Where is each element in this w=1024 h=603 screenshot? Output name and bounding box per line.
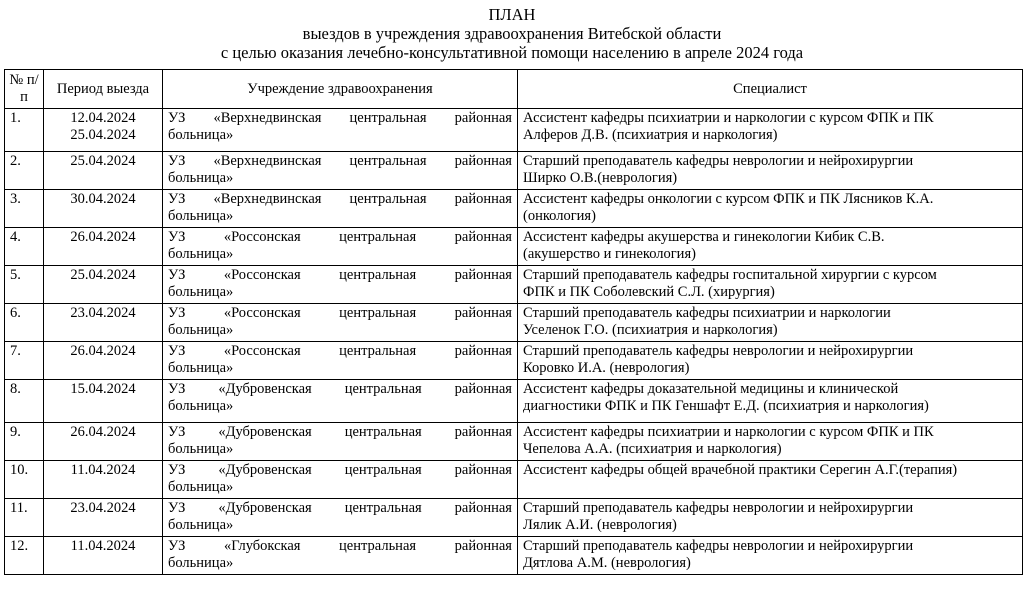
- header-specialist: Специалист: [518, 70, 1023, 109]
- row-number: 8.: [5, 380, 44, 423]
- table-header-row: [5, 70, 1023, 109]
- specialist-line: Дятлова А.М. (неврология): [523, 555, 691, 571]
- visit-date: 23.04.2024: [70, 305, 136, 321]
- institution-word: центральная: [339, 229, 417, 245]
- specialist: [518, 152, 1023, 190]
- institution-name-line: [168, 381, 512, 398]
- visit-period: [44, 152, 163, 190]
- institution-name-rest: больница»: [168, 517, 234, 533]
- institution-word: «Россонская: [223, 267, 301, 283]
- row-number: 9.: [5, 423, 44, 461]
- table-row: [5, 461, 1023, 499]
- specialist-line: Ассистент кафедры доказательной медицины и клинической: [523, 381, 899, 397]
- institution-name-rest: больница»: [168, 322, 234, 338]
- institution-word: районная: [454, 110, 512, 126]
- institution-word: центральная: [339, 538, 417, 554]
- institution-word: «Верхнедвинская: [213, 110, 322, 126]
- specialist: [518, 304, 1023, 342]
- institution-word: «Дубровенская: [218, 462, 312, 478]
- specialist-line: Старший преподаватель кафедры неврологии и нейрохирургии: [523, 153, 914, 169]
- institution-name-rest: больница»: [168, 555, 234, 571]
- visit-date: 25.04.2024: [70, 127, 136, 143]
- institution-word: центральная: [344, 462, 422, 478]
- institution-name-rest: больница»: [168, 360, 234, 376]
- institution-word: районная: [454, 153, 512, 169]
- visit-period: [44, 461, 163, 499]
- institution-name-rest: больница»: [168, 284, 234, 300]
- visit-date: 26.04.2024: [70, 229, 136, 245]
- title-line-2: выездов в учреждения здравоохранения Витебской области: [302, 24, 722, 43]
- healthcare-institution: [163, 304, 518, 342]
- institution-word: районная: [454, 191, 512, 207]
- institution-word: центральная: [344, 500, 422, 516]
- row-number: 3.: [5, 190, 44, 228]
- specialist-line: Ассистент кафедры психиатрии и наркологии с курсом ФПК и ПК: [523, 110, 934, 126]
- specialist-line: Старший преподаватель кафедры неврологии и нейрохирургии: [523, 538, 914, 554]
- institution-word: районная: [454, 424, 512, 440]
- healthcare-institution: [163, 537, 518, 575]
- institution-name-rest: больница»: [168, 127, 234, 143]
- specialist: [518, 266, 1023, 304]
- institution-word: районная: [454, 305, 512, 321]
- visit-date: 12.04.2024: [70, 110, 136, 126]
- institution-name-line: [168, 191, 512, 208]
- specialist-line: Чепелова А.А. (психиатрия и наркология): [523, 441, 782, 457]
- visit-period: [44, 380, 163, 423]
- visit-period: [44, 304, 163, 342]
- specialist-line: Лялик А.И. (неврология): [523, 517, 677, 533]
- institution-word: УЗ: [168, 305, 186, 321]
- institution-name-line: [168, 153, 512, 170]
- healthcare-institution: [163, 190, 518, 228]
- institution-name-line: [168, 267, 512, 284]
- visit-period: [44, 423, 163, 461]
- institution-name-line: [168, 500, 512, 517]
- institution-word: УЗ: [168, 110, 186, 126]
- table-body: [5, 109, 1023, 575]
- table-row: [5, 109, 1023, 152]
- institution-word: УЗ: [168, 191, 186, 207]
- institution-word: центральная: [349, 191, 427, 207]
- row-number: 6.: [5, 304, 44, 342]
- institution-word: УЗ: [168, 229, 186, 245]
- institution-word: УЗ: [168, 381, 186, 397]
- institution-word: УЗ: [168, 153, 186, 169]
- specialist: [518, 342, 1023, 380]
- institution-word: центральная: [344, 381, 422, 397]
- institution-word: центральная: [339, 343, 417, 359]
- specialist-line: Алферов Д.В. (психиатрия и наркология): [523, 127, 778, 143]
- row-number: 5.: [5, 266, 44, 304]
- specialist-line: Ассистент кафедры онкологии с курсом ФПК и ПК Лясников К.А.: [523, 191, 934, 207]
- specialist: [518, 380, 1023, 423]
- table-row: [5, 304, 1023, 342]
- specialist-line: Старший преподаватель кафедры психиатрии и наркологии: [523, 305, 891, 321]
- institution-word: центральная: [349, 110, 427, 126]
- institution-word: УЗ: [168, 462, 186, 478]
- institution-word: районная: [454, 343, 512, 359]
- visit-period: [44, 342, 163, 380]
- healthcare-institution: [163, 109, 518, 152]
- institution-name-line: [168, 305, 512, 322]
- specialist-line: Ширко О.В.(неврология): [523, 170, 678, 186]
- specialist-line: Старший преподаватель кафедры неврологии и нейрохирургии: [523, 343, 914, 359]
- institution-word: УЗ: [168, 267, 186, 283]
- healthcare-institution: [163, 380, 518, 423]
- title-line-3: с целью оказания лечебно-консультативной помощи населению в апреле 2024 года: [220, 43, 804, 62]
- institution-name-line: [168, 424, 512, 441]
- specialist-line: диагностики ФПК и ПК Геншафт Е.Д. (психиатрия и наркология): [523, 398, 929, 414]
- row-number: 10.: [5, 461, 44, 499]
- specialist: [518, 228, 1023, 266]
- table-row: [5, 342, 1023, 380]
- healthcare-institution: [163, 423, 518, 461]
- table-row: [5, 537, 1023, 575]
- table-row: [5, 499, 1023, 537]
- institution-word: районная: [454, 381, 512, 397]
- visit-period: [44, 499, 163, 537]
- table-row: [5, 380, 1023, 423]
- visit-date: 25.04.2024: [70, 267, 136, 283]
- institution-word: УЗ: [168, 538, 186, 554]
- institution-word: УЗ: [168, 500, 186, 516]
- visit-date: 26.04.2024: [70, 343, 136, 359]
- row-number: 7.: [5, 342, 44, 380]
- specialist-line: Коровко И.А. (неврология): [523, 360, 690, 376]
- institution-word: центральная: [349, 153, 427, 169]
- institution-name-line: [168, 462, 512, 479]
- healthcare-institution: [163, 499, 518, 537]
- visit-plan-table: [4, 69, 1023, 575]
- table-row: [5, 266, 1023, 304]
- table-row: [5, 152, 1023, 190]
- specialist-line: Ассистент кафедры психиатрии и наркологии с курсом ФПК и ПК: [523, 424, 934, 440]
- row-number: 12.: [5, 537, 44, 575]
- specialist: [518, 499, 1023, 537]
- healthcare-institution: [163, 152, 518, 190]
- row-number: 11.: [5, 499, 44, 537]
- header-num: № п/п: [5, 70, 44, 109]
- specialist-line: (акушерство и гинекология): [523, 246, 696, 262]
- institution-word: «Дубровенская: [218, 381, 312, 397]
- visit-date: 15.04.2024: [70, 381, 136, 397]
- row-number: 4.: [5, 228, 44, 266]
- specialist: [518, 537, 1023, 575]
- specialist: [518, 109, 1023, 152]
- specialist: [518, 190, 1023, 228]
- visit-date: 11.04.2024: [70, 462, 136, 478]
- institution-name-rest: больница»: [168, 170, 234, 186]
- institution-word: УЗ: [168, 343, 186, 359]
- header-institution: Учреждение здравоохранения: [163, 70, 518, 109]
- institution-name-rest: больница»: [168, 479, 234, 495]
- healthcare-institution: [163, 228, 518, 266]
- institution-name-rest: больница»: [168, 246, 234, 262]
- institution-word: «Глубокская: [223, 538, 301, 554]
- specialist-line: Старший преподаватель кафедры неврологии и нейрохирургии: [523, 500, 914, 516]
- institution-word: центральная: [339, 305, 417, 321]
- document-title: [0, 0, 1024, 62]
- visit-period: [44, 266, 163, 304]
- institution-word: УЗ: [168, 424, 186, 440]
- specialist-line: Ассистент кафедры акушерства и гинекологии Кибик С.В.: [523, 229, 885, 245]
- institution-name-rest: больница»: [168, 398, 234, 414]
- healthcare-institution: [163, 461, 518, 499]
- institution-word: районная: [454, 229, 512, 245]
- specialist-line: ФПК и ПК Соболевский С.Л. (хирургия): [523, 284, 775, 300]
- institution-name-rest: больница»: [168, 208, 234, 224]
- institution-word: «Дубровенская: [218, 424, 312, 440]
- visit-period: [44, 109, 163, 152]
- row-number: 1.: [5, 109, 44, 152]
- visit-date: 25.04.2024: [70, 153, 136, 169]
- visit-date: 23.04.2024: [70, 500, 136, 516]
- institution-name-line: [168, 110, 512, 127]
- institution-word: районная: [454, 500, 512, 516]
- institution-word: «Верхнедвинская: [213, 153, 322, 169]
- institution-name-line: [168, 343, 512, 360]
- table-row: [5, 228, 1023, 266]
- institution-word: «Россонская: [223, 229, 301, 245]
- institution-name-rest: больница»: [168, 441, 234, 457]
- table-row: [5, 423, 1023, 461]
- institution-word: районная: [454, 267, 512, 283]
- visit-period: [44, 228, 163, 266]
- visit-date: 30.04.2024: [70, 191, 136, 207]
- visit-date: 26.04.2024: [70, 424, 136, 440]
- visit-period: [44, 537, 163, 575]
- table-row: [5, 190, 1023, 228]
- institution-word: «Россонская: [223, 305, 301, 321]
- institution-word: центральная: [339, 267, 417, 283]
- institution-word: «Россонская: [223, 343, 301, 359]
- institution-word: районная: [454, 538, 512, 554]
- specialist-line: Уселенок Г.О. (психиатрия и наркология): [523, 322, 778, 338]
- institution-name-line: [168, 538, 512, 555]
- institution-word: «Дубровенская: [218, 500, 312, 516]
- specialist-line: Ассистент кафедры общей врачебной практики Серегин А.Г.(терапия): [523, 462, 958, 478]
- row-number: 2.: [5, 152, 44, 190]
- institution-word: «Верхнедвинская: [213, 191, 322, 207]
- visit-period: [44, 190, 163, 228]
- specialist-line: (онкология): [523, 208, 596, 224]
- header-period: Период выезда: [44, 70, 163, 109]
- healthcare-institution: [163, 342, 518, 380]
- specialist-line: Старший преподаватель кафедры госпитальной хирургии с курсом: [523, 267, 937, 283]
- title-line-1: ПЛАН: [488, 5, 536, 24]
- visit-date: 11.04.2024: [70, 538, 136, 554]
- healthcare-institution: [163, 266, 518, 304]
- institution-word: центральная: [344, 424, 422, 440]
- institution-word: районная: [454, 462, 512, 478]
- institution-name-line: [168, 229, 512, 246]
- specialist: [518, 423, 1023, 461]
- specialist: [518, 461, 1023, 499]
